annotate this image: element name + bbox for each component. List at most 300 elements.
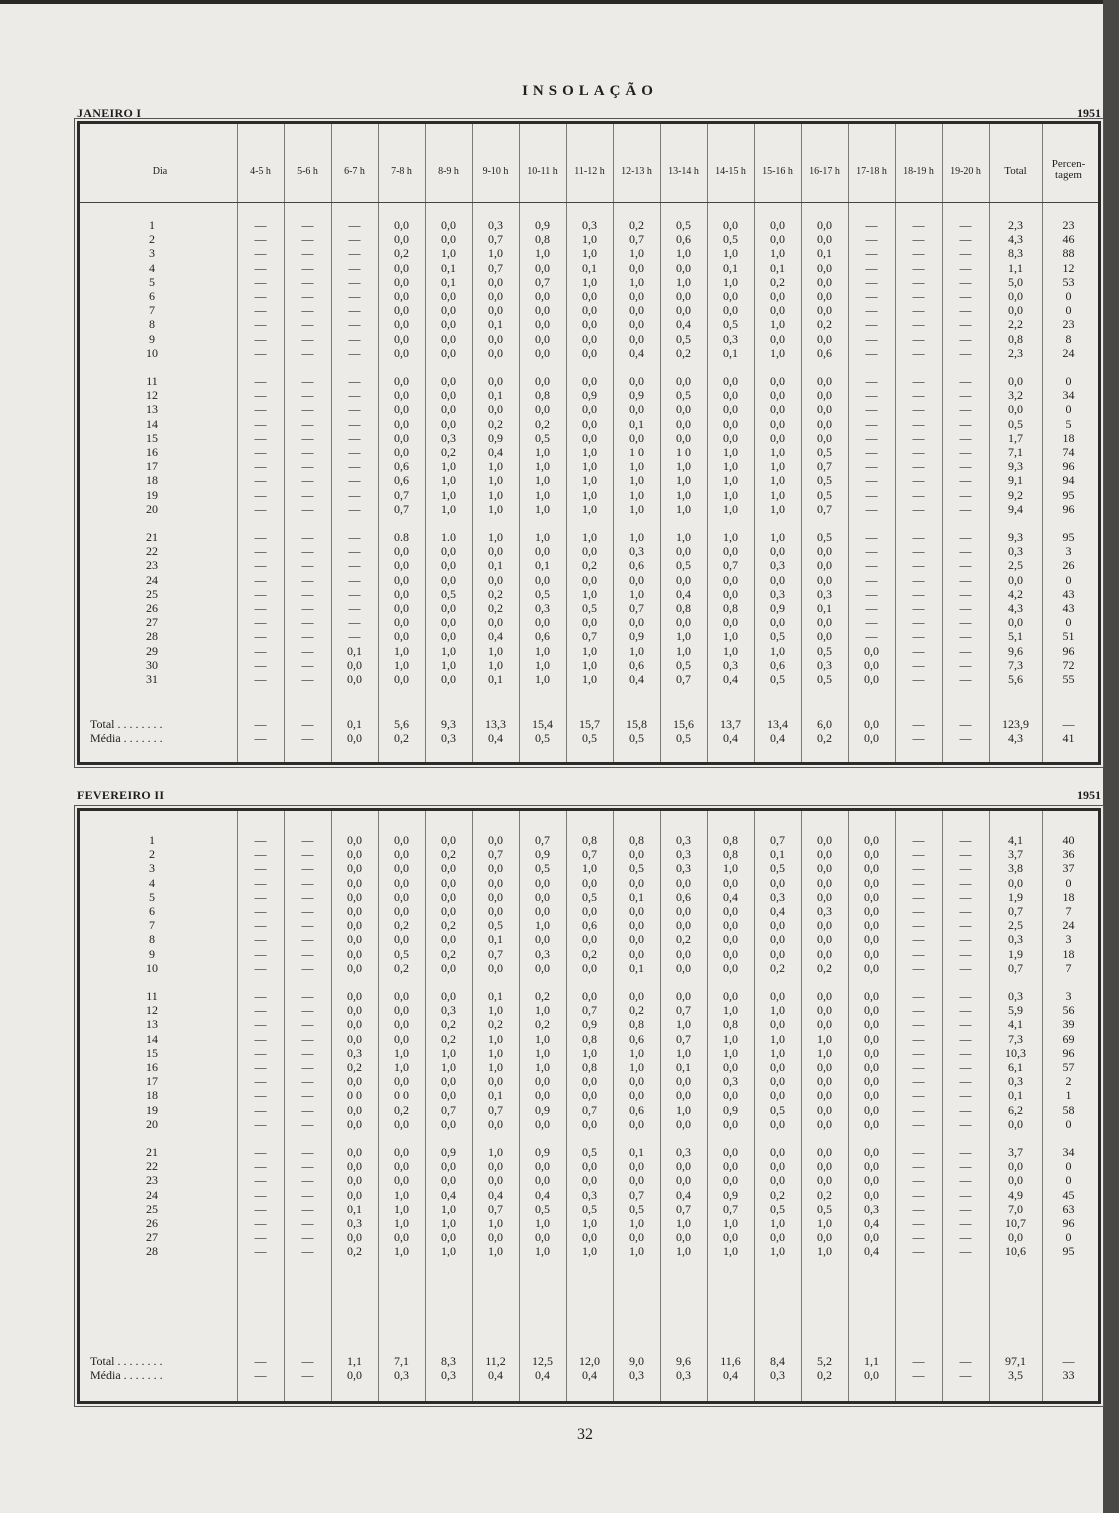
value-cell: 0,5 <box>770 861 785 876</box>
value-cell: 0,6 <box>676 232 691 247</box>
value-cell: — <box>959 1116 972 1131</box>
value-cell: 0,0 <box>347 960 362 975</box>
summary-cell: — <box>912 1368 925 1383</box>
value-cell: 1,0 <box>535 672 550 686</box>
summary-cell: — <box>254 731 267 746</box>
value-cell: 0,9 <box>535 1145 550 1159</box>
value-cell: 0,0 <box>770 402 785 417</box>
value-cell: 0,0 <box>817 918 832 933</box>
value-cell: 0,8 <box>629 833 644 847</box>
value-cell: 0,0 <box>770 1173 785 1188</box>
value-cell: 1,0 <box>629 643 644 658</box>
value-cell: 1,0 <box>535 1003 550 1018</box>
value-cell: 0,8 <box>723 1017 738 1032</box>
value-cell: 1,0 <box>441 1201 456 1216</box>
value-cell: 37 <box>1062 861 1075 876</box>
value-cell: 1,0 <box>535 643 550 658</box>
value-cell: 0,0 <box>770 289 785 303</box>
summary-cell: 5,6 <box>394 717 409 731</box>
value-cell: 0,0 <box>394 1159 409 1174</box>
value-cell: 0,0 <box>817 402 832 417</box>
value-cell: — <box>301 960 314 975</box>
value-cell: — <box>301 657 314 672</box>
value-cell: 0,0 <box>770 946 785 961</box>
value-cell: 0,7 <box>582 1003 597 1018</box>
value-cell: 0,4 <box>535 1187 550 1202</box>
value-cell: — <box>959 847 972 862</box>
value-cell: 0,0 <box>864 1088 879 1103</box>
value-cell: 23 <box>1062 317 1075 332</box>
value-cell: 0,5 <box>582 1201 597 1216</box>
value-cell: 0,0 <box>535 1173 550 1188</box>
value-cell: 0,3 <box>488 218 503 232</box>
value-cell: 0,0 <box>582 1230 597 1245</box>
value-cell: 0,0 <box>347 946 362 961</box>
value-cell: 0,2 <box>394 918 409 933</box>
value-cell: 0,5 <box>817 672 832 686</box>
value-cell: 0,3 <box>817 657 832 672</box>
value-cell: 0,0 <box>629 989 644 1003</box>
summary-cell: 1,1 <box>864 1354 879 1368</box>
value-cell: 0,0 <box>770 430 785 445</box>
value-cell: — <box>254 904 267 918</box>
value-cell: 1,0 <box>582 473 597 488</box>
value-cell: 0,0 <box>817 388 832 403</box>
value-cell: — <box>301 345 314 360</box>
value-cell: — <box>912 487 925 502</box>
value-cell: 0,1 <box>441 260 456 275</box>
value-cell: 0,9 <box>629 629 644 644</box>
summary-cell: 0,3 <box>441 731 456 746</box>
value-cell: 0,0 <box>394 672 409 686</box>
value-cell: 0,0 <box>535 331 550 346</box>
day-cell: 25 <box>146 586 158 601</box>
summary-cell: — <box>301 731 314 746</box>
table-janeiro <box>77 121 1101 765</box>
summary-cell: — <box>959 1368 972 1383</box>
value-cell: 0,4 <box>629 345 644 360</box>
summary-cell: 0,4 <box>488 731 503 746</box>
day-cell: 6 <box>149 289 155 303</box>
day-cell: 19 <box>146 1102 158 1117</box>
value-cell: — <box>959 289 972 303</box>
value-cell: — <box>301 303 314 318</box>
column-header-hour: 10-11 h <box>527 166 558 177</box>
value-cell: 0,0 <box>817 946 832 961</box>
value-cell: 0,0 <box>488 1116 503 1131</box>
value-cell: 0,0 <box>347 989 362 1003</box>
value-cell: 53 <box>1062 274 1075 289</box>
value-cell: 6,1 <box>1008 1060 1023 1074</box>
value-cell: 0,8 <box>723 847 738 862</box>
value-cell: 1,0 <box>723 1031 738 1046</box>
value-cell: 0,8 <box>582 833 597 847</box>
value-cell: — <box>865 586 878 601</box>
value-cell: 0 <box>1065 289 1072 303</box>
value-cell: 0,0 <box>723 875 738 890</box>
value-cell: 0,0 <box>629 918 644 933</box>
value-cell: 0,0 <box>817 861 832 876</box>
value-cell: — <box>301 833 314 847</box>
summary-cell: 0,0 <box>864 717 879 731</box>
value-cell: 0,0 <box>770 232 785 247</box>
value-cell: 0,9 <box>582 388 597 403</box>
value-cell: 1,0 <box>441 1244 456 1259</box>
summary-cell: 15,6 <box>673 717 694 731</box>
value-cell: — <box>254 657 267 672</box>
value-cell: 0,0 <box>817 1017 832 1032</box>
value-cell: — <box>912 1088 925 1103</box>
value-cell: — <box>348 501 361 516</box>
value-cell: 0,0 <box>441 558 456 573</box>
summary-cell: 13,3 <box>485 717 506 731</box>
summary-cell: 0,5 <box>629 731 644 746</box>
value-cell: — <box>912 445 925 459</box>
day-cell: 22 <box>146 1159 158 1174</box>
value-cell: 0,9 <box>535 218 550 232</box>
value-cell: 0,5 <box>676 218 691 232</box>
value-cell: — <box>254 1187 267 1202</box>
summary-cell: 97,1 <box>1005 1354 1026 1368</box>
value-cell: 0,0 <box>441 402 456 417</box>
value-cell: 9,3 <box>1008 459 1023 474</box>
value-cell: — <box>254 317 267 332</box>
value-cell: 0,0 <box>864 1187 879 1202</box>
value-cell: 0,0 <box>864 989 879 1003</box>
value-cell: 0,2 <box>770 960 785 975</box>
value-cell: 0,0 <box>1008 374 1023 388</box>
value-cell: 0,0 <box>817 1060 832 1074</box>
value-cell: 0,0 <box>488 615 503 630</box>
value-cell: 1,0 <box>535 530 550 544</box>
column-header-day: Dia <box>152 166 168 177</box>
value-cell: 2,5 <box>1008 558 1023 573</box>
value-cell: 1 0 <box>676 445 691 459</box>
value-cell: 0,3 <box>1008 989 1023 1003</box>
value-cell: 0,0 <box>582 402 597 417</box>
value-cell: 0 0 <box>394 1088 409 1103</box>
value-cell: — <box>959 1088 972 1103</box>
value-cell: 1,0 <box>441 657 456 672</box>
value-cell: 1,0 <box>676 274 691 289</box>
value-cell: 0,0 <box>441 374 456 388</box>
day-cell: 3 <box>149 861 155 876</box>
value-cell: 1,0 <box>394 1060 409 1074</box>
value-cell: — <box>254 875 267 890</box>
value-cell: 1,0 <box>488 1145 503 1159</box>
value-cell: — <box>254 558 267 573</box>
value-cell: 0,5 <box>629 1201 644 1216</box>
value-cell: 1,0 <box>582 246 597 261</box>
value-cell: 0,0 <box>441 932 456 947</box>
value-cell: 0,5 <box>817 445 832 459</box>
summary-cell: 15,4 <box>532 717 553 731</box>
column-header-percent: tagem <box>1055 169 1082 181</box>
value-cell: 1,0 <box>676 643 691 658</box>
value-cell: 0 <box>1065 875 1072 890</box>
value-cell: — <box>254 1173 267 1188</box>
value-cell: 95 <box>1062 530 1075 544</box>
value-cell: — <box>912 246 925 261</box>
value-cell: 8 <box>1065 331 1072 346</box>
value-cell: — <box>865 430 878 445</box>
summary-cell: — <box>254 717 267 731</box>
value-cell: 1,0 <box>723 473 738 488</box>
value-cell: 0,0 <box>441 317 456 332</box>
value-cell: — <box>301 1216 314 1230</box>
value-cell: 46 <box>1062 232 1075 247</box>
value-cell: 1,0 <box>394 1045 409 1060</box>
value-cell: — <box>865 445 878 459</box>
value-cell: 0,5 <box>535 586 550 601</box>
value-cell: — <box>959 861 972 876</box>
value-cell: 0,0 <box>676 1116 691 1131</box>
value-cell: 0,0 <box>676 989 691 1003</box>
value-cell: 0,2 <box>441 946 456 961</box>
value-cell: 0,0 <box>347 1230 362 1245</box>
value-cell: 1,0 <box>535 1031 550 1046</box>
value-cell: — <box>865 402 878 417</box>
value-cell: 1,0 <box>676 459 691 474</box>
value-cell: 0,0 <box>394 572 409 587</box>
value-cell: 0,0 <box>864 904 879 918</box>
value-cell: 0,5 <box>770 672 785 686</box>
value-cell: 0,5 <box>676 558 691 573</box>
value-cell: 0,0 <box>488 960 503 975</box>
value-cell: 9,2 <box>1008 487 1023 502</box>
value-cell: — <box>301 473 314 488</box>
value-cell: 0,0 <box>582 989 597 1003</box>
value-cell: 0,0 <box>629 303 644 318</box>
value-cell: 1,0 <box>723 1244 738 1259</box>
table-fevereiro <box>77 808 1101 1404</box>
value-cell: 0,0 <box>394 317 409 332</box>
value-cell: 0,4 <box>723 889 738 904</box>
value-cell: — <box>254 274 267 289</box>
value-cell: 5,0 <box>1008 274 1023 289</box>
value-cell: 10,3 <box>1005 1045 1026 1060</box>
value-cell: 0,0 <box>394 861 409 876</box>
value-cell: 0,0 <box>629 402 644 417</box>
value-cell: — <box>254 260 267 275</box>
value-cell: 0,0 <box>1008 875 1023 890</box>
value-cell: — <box>301 1060 314 1074</box>
value-cell: — <box>959 1230 972 1245</box>
value-cell: 0,1 <box>629 960 644 975</box>
value-cell: 0,6 <box>582 918 597 933</box>
value-cell: — <box>301 1017 314 1032</box>
value-cell: 0,5 <box>441 586 456 601</box>
value-cell: 0,0 <box>770 1017 785 1032</box>
value-cell: 1,0 <box>629 530 644 544</box>
value-cell: 0,0 <box>441 218 456 232</box>
day-cell: 20 <box>146 501 158 516</box>
value-cell: 1,0 <box>770 473 785 488</box>
value-cell: 1,0 <box>488 459 503 474</box>
day-cell: 7 <box>149 303 155 318</box>
value-cell: 0,0 <box>817 1145 832 1159</box>
value-cell: 0,7 <box>535 833 550 847</box>
value-cell: 0,1 <box>723 260 738 275</box>
value-cell: 0,0 <box>629 572 644 587</box>
value-cell: 0,0 <box>582 345 597 360</box>
value-cell: — <box>865 601 878 615</box>
summary-cell: — <box>254 1354 267 1368</box>
summary-cell: 0,3 <box>629 1368 644 1383</box>
value-cell: — <box>959 833 972 847</box>
value-cell: 4,9 <box>1008 1187 1023 1202</box>
value-cell: — <box>912 388 925 403</box>
value-cell: 0,4 <box>676 586 691 601</box>
value-cell: 0,0 <box>582 289 597 303</box>
value-cell: 0,0 <box>535 345 550 360</box>
value-cell: 0,4 <box>676 1187 691 1202</box>
value-cell: 1,0 <box>676 1216 691 1230</box>
summary-cell: 0,2 <box>394 731 409 746</box>
summary-cell: 7,1 <box>394 1354 409 1368</box>
value-cell: 0,0 <box>770 1230 785 1245</box>
value-cell: — <box>348 445 361 459</box>
value-cell: 5,9 <box>1008 1003 1023 1018</box>
value-cell: 0,0 <box>488 1173 503 1188</box>
value-cell: — <box>301 1045 314 1060</box>
value-cell: 0,0 <box>676 918 691 933</box>
value-cell: 0,0 <box>441 1088 456 1103</box>
column-header-hour: 14-15 h <box>715 166 746 177</box>
value-cell: — <box>254 643 267 658</box>
value-cell: 1,0 <box>582 459 597 474</box>
value-cell: 0,0 <box>723 1159 738 1174</box>
value-cell: 1,0 <box>582 530 597 544</box>
value-cell: 94 <box>1062 473 1075 488</box>
value-cell: 0,0 <box>864 833 879 847</box>
day-cell: 19 <box>146 487 158 502</box>
value-cell: 0,2 <box>441 918 456 933</box>
value-cell: 34 <box>1062 1145 1075 1159</box>
value-cell: 0,3 <box>676 847 691 862</box>
summary-cell: 0,1 <box>347 717 362 731</box>
value-cell: — <box>348 331 361 346</box>
value-cell: — <box>912 918 925 933</box>
value-cell: — <box>301 388 314 403</box>
value-cell: 0,5 <box>582 601 597 615</box>
value-cell: 0,0 <box>394 388 409 403</box>
value-cell: 0,2 <box>488 586 503 601</box>
value-cell: 0,3 <box>723 657 738 672</box>
value-cell: 0,1 <box>629 1145 644 1159</box>
value-cell: — <box>301 643 314 658</box>
value-cell: — <box>301 615 314 630</box>
value-cell: — <box>301 1031 314 1046</box>
value-cell: 0,0 <box>488 289 503 303</box>
value-cell: 0,0 <box>347 889 362 904</box>
value-cell: 1,0 <box>394 1201 409 1216</box>
value-cell: 0,0 <box>723 218 738 232</box>
value-cell: 0,0 <box>394 1017 409 1032</box>
value-cell: 0,0 <box>1008 572 1023 587</box>
value-cell: 1,0 <box>488 473 503 488</box>
value-cell: 1,0 <box>441 246 456 261</box>
value-cell: 0,5 <box>676 331 691 346</box>
value-cell: 0,6 <box>629 558 644 573</box>
value-cell: — <box>348 558 361 573</box>
value-cell: 0,0 <box>394 218 409 232</box>
value-cell: — <box>301 904 314 918</box>
summary-cell: — <box>912 1354 925 1368</box>
value-cell: — <box>912 1173 925 1188</box>
value-cell: — <box>959 572 972 587</box>
value-cell: — <box>865 345 878 360</box>
value-cell: 0,0 <box>817 558 832 573</box>
value-cell: 1.0 <box>441 530 456 544</box>
value-cell: 0,0 <box>347 847 362 862</box>
value-cell: 1,0 <box>535 1045 550 1060</box>
value-cell: 0,4 <box>629 672 644 686</box>
summary-cell: 15,7 <box>579 717 600 731</box>
value-cell: 0,0 <box>723 388 738 403</box>
value-cell: 1,0 <box>488 501 503 516</box>
value-cell: 0,0 <box>1008 1173 1023 1188</box>
value-cell: 2,2 <box>1008 317 1023 332</box>
summary-cell: 0,4 <box>770 731 785 746</box>
value-cell: 0,0 <box>864 918 879 933</box>
value-cell: — <box>254 946 267 961</box>
value-cell: 0,0 <box>441 544 456 559</box>
value-cell: — <box>254 374 267 388</box>
value-cell: — <box>912 260 925 275</box>
value-cell: 1,0 <box>723 274 738 289</box>
value-cell: 0,8 <box>723 601 738 615</box>
value-cell: 0,0 <box>864 1145 879 1159</box>
value-cell: — <box>865 572 878 587</box>
value-cell: 0,3 <box>676 861 691 876</box>
value-cell: 0,8 <box>535 388 550 403</box>
value-cell: 1,0 <box>817 1216 832 1230</box>
summary-label: Média . . . . . . . <box>90 731 163 746</box>
value-cell: 0,0 <box>441 1173 456 1188</box>
value-cell: — <box>912 430 925 445</box>
value-cell: 0,0 <box>535 402 550 417</box>
value-cell: 0,5 <box>770 629 785 644</box>
value-cell: 0,0 <box>629 946 644 961</box>
value-cell: 9,3 <box>1008 530 1023 544</box>
value-cell: 0,0 <box>582 416 597 431</box>
value-cell: 0,1 <box>488 1088 503 1103</box>
value-cell: 7,0 <box>1008 1201 1023 1216</box>
value-cell: 0,8 <box>629 1017 644 1032</box>
value-cell: 0,0 <box>770 544 785 559</box>
value-cell: 5 <box>1065 416 1072 431</box>
value-cell: — <box>959 1187 972 1202</box>
value-cell: — <box>348 615 361 630</box>
value-cell: 1,0 <box>676 1102 691 1117</box>
value-cell: 0,3 <box>770 586 785 601</box>
value-cell: 0,0 <box>441 861 456 876</box>
value-cell: 0,0 <box>817 1116 832 1131</box>
day-cell: 8 <box>149 317 155 332</box>
value-cell: — <box>301 861 314 876</box>
day-cell: 26 <box>146 601 158 615</box>
value-cell: 0,0 <box>394 586 409 601</box>
value-cell: — <box>912 289 925 303</box>
value-cell: 0,2 <box>535 416 550 431</box>
summary-cell: 8,3 <box>441 1354 456 1368</box>
value-cell: 0,0 <box>582 331 597 346</box>
value-cell: 0,3 <box>535 946 550 961</box>
value-cell: 0,1 <box>488 317 503 332</box>
value-cell: 1,0 <box>723 643 738 658</box>
value-cell: 0,0 <box>347 904 362 918</box>
